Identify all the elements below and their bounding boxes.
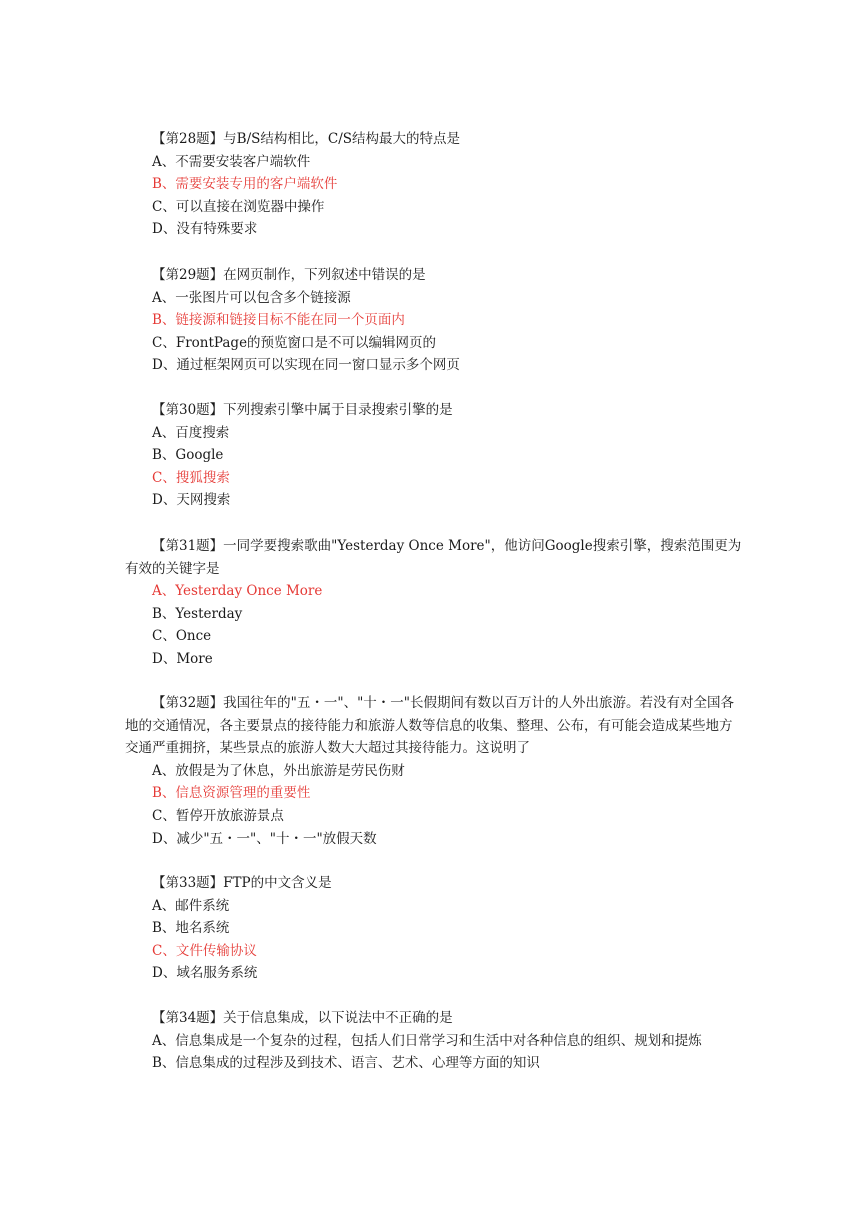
option-a: A、邮件系统 [152, 897, 230, 914]
option-c: C、可以直接在浏览器中操作 [152, 198, 325, 215]
question-29 [125, 264, 745, 377]
question-stem: 【第31题】一同学要搜索歌曲"Yesterday Once More"，他访问Google搜索引擎，搜索范围更为有效的关键字是 [125, 538, 742, 577]
option-d: D、域名服务系统 [152, 965, 258, 982]
option-a: A、信息集成是一个复杂的过程，包括人们日常学习和生活中对各种信息的组织、规划和提炼 [152, 1032, 702, 1049]
option-d: D、通过框架网页可以实现在同一窗口显示多个网页 [152, 357, 460, 374]
question-31 [125, 535, 745, 671]
option-d: D、没有特殊要求 [152, 221, 258, 238]
question-28 [125, 128, 745, 241]
option-b-correct: B、需要安装专用的客户端软件 [152, 176, 338, 193]
option-c: C、FrontPage的预览窗口是不可以编辑网页的 [152, 334, 437, 351]
option-b: B、信息集成的过程涉及到技术、语言、艺术、心理等方面的知识 [152, 1055, 540, 1072]
option-c: C、暂停开放旅游景点 [152, 807, 284, 824]
question-stem: 【第30题】下列搜索引擎中属于目录搜索引擎的是 [152, 402, 453, 418]
option-b: B、Yesterday [152, 605, 243, 622]
option-a: A、百度搜索 [152, 424, 230, 441]
question-34 [125, 1007, 745, 1075]
question-30 [125, 399, 745, 512]
option-d: D、减少"五・一"、"十・一"放假天数 [152, 830, 377, 847]
option-b-correct: B、信息资源管理的重要性 [152, 785, 311, 802]
option-d: D、天网搜索 [152, 492, 231, 509]
question-32 [125, 692, 745, 850]
option-c-correct: C、搜狐搜索 [152, 469, 230, 486]
question-stem: 【第34题】关于信息集成，以下说法中不正确的是 [152, 1010, 453, 1026]
option-a: A、放假是为了休息，外出旅游是劳民伤财 [152, 762, 405, 779]
question-33 [125, 872, 745, 985]
option-d: D、More [152, 650, 213, 667]
option-a: A、不需要安装客户端软件 [152, 153, 311, 170]
question-stem: 【第32题】我国往年的"五・一"、"十・一"长假期间有数以百万计的人外出旅游。若没有对全国各地的交通情况，各主要景点的接待能力和旅游人数等信息的收集、整理、公布，有可能会造成某些地方交通严重拥挤，某些景点的旅游人数大大超过其接待能力。这说明了 [125, 695, 735, 757]
option-c-correct: C、文件传输协议 [152, 942, 257, 959]
option-b: B、Google [152, 447, 224, 464]
question-stem: 【第29题】在网页制作，下列叙述中错误的是 [152, 267, 426, 283]
option-b-correct: B、链接源和链接目标不能在同一个页面内 [152, 312, 405, 329]
option-b: B、地名系统 [152, 920, 230, 937]
option-a: A、一张图片可以包含多个链接源 [152, 289, 351, 306]
option-a-correct: A、Yesterday Once More [152, 583, 323, 600]
option-c: C、Once [152, 628, 212, 645]
question-stem: 【第33题】FTP的中文含义是 [152, 875, 332, 891]
question-stem: 【第28题】与B/S结构相比，C/S结构最大的特点是 [152, 131, 461, 147]
